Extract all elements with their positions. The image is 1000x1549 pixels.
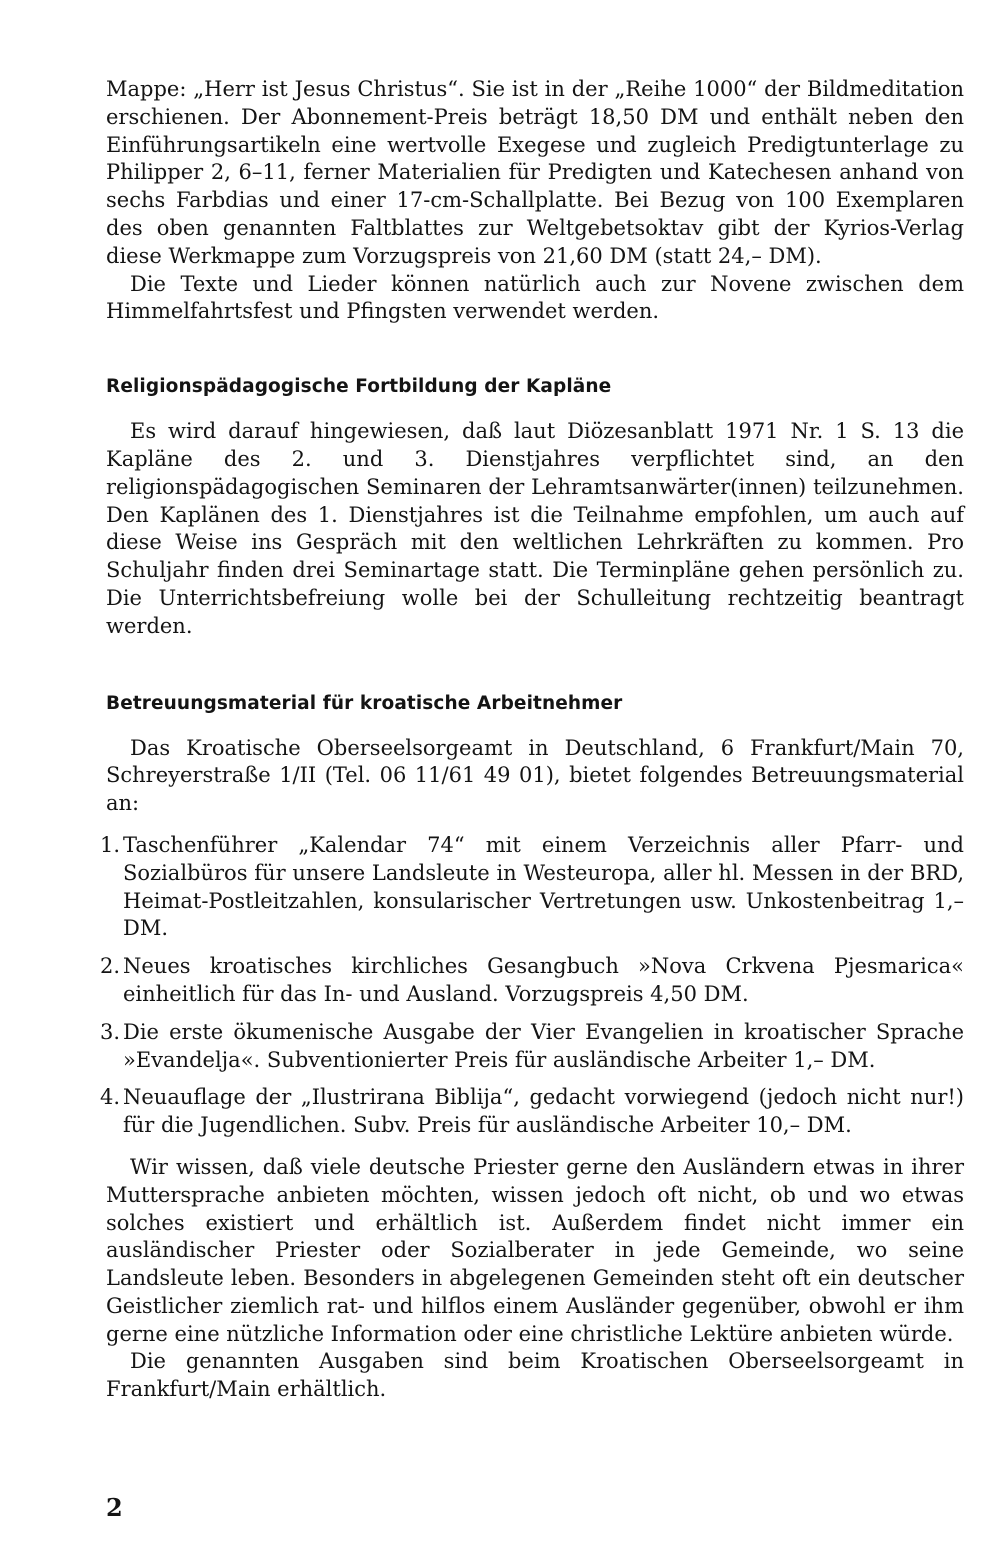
list-item	[100, 1084, 964, 1140]
list-item	[100, 1019, 964, 1075]
list-item-text: Die erste ökumenische Ausgabe der Vier Evangelien in kroatischer Sprache »Evandelja«. Subventionierter Preis für ausländische Arbeiter 1,– DM.	[123, 1019, 964, 1072]
list-item	[100, 832, 964, 943]
document-page	[100, 76, 964, 1404]
list-item	[100, 953, 964, 1009]
list-item-number: 1.	[100, 832, 121, 857]
page-number: 2	[106, 1493, 123, 1522]
list-item-text: Taschenführer „Kalendar 74“ mit einem Verzeichnis aller Pfarr- und Sozialbüros für unsere Landsleute in Westeuropa, aller hl. Messen in der BRD, Heimat-Postleitzahlen, konsularischer Vertretungen usw. Unkostenbeitrag 1,– DM.	[123, 832, 964, 941]
section-2-heading: Betreuungsmaterial für kroatische Arbeitnehmer	[106, 692, 623, 714]
material-list	[100, 832, 964, 1140]
closing-paragraph-2: Die genannten Ausgaben sind beim Kroatischen Oberseelsorgeamt in Frankfurt/Main erhältlich.	[106, 1349, 964, 1402]
section-1-heading: Religionspädagogische Fortbildung der Kapläne	[106, 376, 612, 398]
section-1-paragraph: Es wird darauf hingewiesen, daß laut Diözesanblatt 1971 Nr. 1 S. 13 die Kapläne des 2. und 3. Dienstjahres verpflichtet sind, an den religionspädagogischen Seminaren der Lehramtsanwärter(innen) teilzunehmen. Den Kaplänen des 1. Dienstjahres ist die Teilnahme empfohlen, um auch auf diese Weise ins Gespräch mit den weltlichen Lehrkräften zu kommen. Pro Schuljahr finden drei Seminartage statt. Die Terminpläne gehen persönlich zu. Die Unterrichtsbefreiung wolle bei der Schulleitung rechtzeitig beantragt werden.	[106, 419, 964, 638]
closing-paragraph-1: Wir wissen, daß viele deutsche Priester gerne den Ausländern etwas in ihrer Muttersprache anbieten möchten, wissen jedoch oft nicht, ob und wo etwas solches existiert und erhältlich ist. Außerdem findet nicht immer ein ausländischer Priester oder Sozialberater in jede Gemeinde, wo seine Landsleute leben. Besonders in abgelegenen Gemeinden steht oft ein deutscher Geistlicher ziemlich rat- und hilflos einem Ausländer gegenüber, obwohl er ihm gerne eine nützliche Information oder eine christliche Lektüre anbieten würde.	[106, 1154, 964, 1346]
intro-paragraph-1: Mappe: „Herr ist Jesus Christus“. Sie ist in der „Reihe 1000“ der Bildmeditation erschienen. Der Abonnement-Preis beträgt 18,50 DM und enthält neben den Einführungsartikeln eine wertvolle Exegese und zugleich Predigtunterlage zu Philipper 2, 6–11, ferner Materialien für Predigten und Katechesen anhand von sechs Farbdias und einer 17-cm-Schallplatte. Bei Bezug von 100 Exemplaren des oben genannten Faltblattes zur Weltgebetsoktav gibt der Kyrios-Verlag diese Werkmappe zum Vorzugspreis von 21,60 DM (statt 24,– DM).	[106, 77, 964, 268]
list-item-number: 4.	[100, 1085, 121, 1110]
list-item-text: Neues kroatisches kirchliches Gesangbuch »Nova Crkvena Pjesmarica« einheitlich für das In- und Ausland. Vorzugspreis 4,50 DM.	[123, 954, 964, 1006]
list-item-number: 2.	[100, 954, 121, 979]
intro-paragraph-2: Die Texte und Lieder können natürlich auch zur Novene zwischen dem Himmelfahrtsfest und Pfingsten verwendet werden.	[106, 271, 964, 324]
list-item-number: 3.	[100, 1019, 121, 1044]
section-2-intro: Das Kroatische Oberseelsorgeamt in Deutschland, 6 Frankfurt/Main 70, Schreyerstraße 1/II (Tel. 06 11/61 49 01), bietet folgendes Betreuungsmaterial an:	[106, 735, 964, 816]
list-item-text: Neuauflage der „Ilustrirana Biblija“, gedacht vorwiegend (jedoch nicht nur!) für die Jugendlichen. Subv. Preis für ausländische Arbeiter 10,– DM.	[123, 1085, 964, 1138]
